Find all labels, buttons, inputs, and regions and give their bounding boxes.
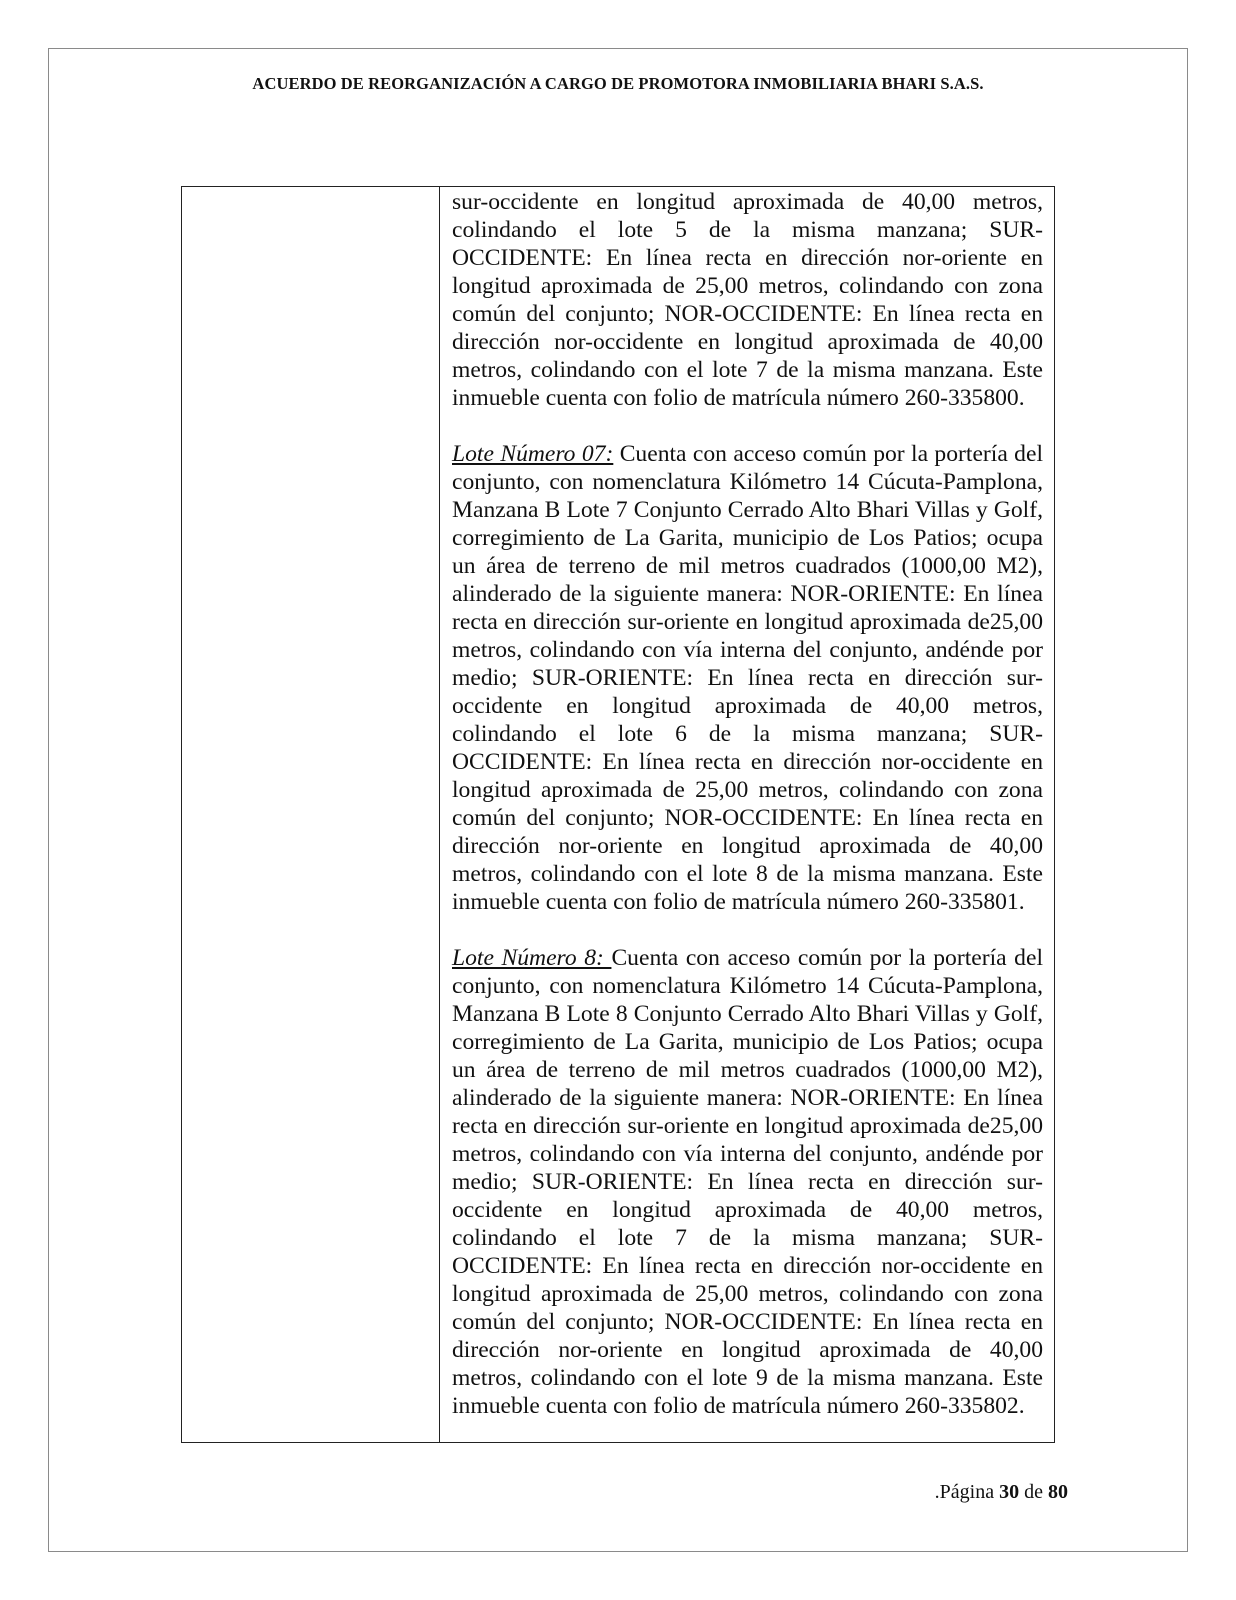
total-pages: 80 [1048, 1481, 1068, 1503]
lote-7-text: Cuenta con acceso común por la portería del conjunto, con nomenclatura Kilómetro 14 Cúcuta-Pamplona, Manzana B Lote 7 Conjunto Cerrado Alto Bhari Villas y Golf, corregimiento de La Garita, municipio de Los Patios; ocupa un área de terreno de mil metros cuadrados (1000,00 M2), alinderado de la siguiente manera: NOR-ORIENTE: En línea recta en dirección sur-oriente en longitud aproximada de25,00 metros, colindando con vía interna del conjunto, andénde por medio; SUR-ORIENTE: En línea recta en dirección sur-occidente en longitud aproximada de 40,00 metros, colindando el lote 6 de la misma manzana; SUR-OCCIDENTE: En línea recta en dirección nor-occidente en longitud aproximada de 25,00 metros, colindando con zona común del conjunto; NOR-OCCIDENTE: En línea recta en dirección nor-oriente en longitud aproximada de 40,00 metros, colindando con el lote 8 de la misma manzana. Este inmueble cuenta con folio de matrícula número 260-335801. [452, 441, 1044, 915]
page-number [935, 1481, 1068, 1504]
lote-8-text: Cuenta con acceso común por la portería del conjunto, con nomenclatura Kilómetro 14 Cúcuta-Pamplona, Manzana B Lote 8 Conjunto Cerrado Alto Bhari Villas y Golf, corregimiento de La Garita, municipio de Los Patios; ocupa un área de terreno de mil metros cuadrados (1000,00 M2), alinderado de la siguiente manera: NOR-ORIENTE: En línea recta en dirección sur-oriente en longitud aproximada de25,00 metros, colindando con vía interna del conjunto, andénde por medio; SUR-ORIENTE: En línea recta en dirección sur-occidente en longitud aproximada de 40,00 metros, colindando el lote 7 de la misma manzana; SUR-OCCIDENTE: En línea recta en dirección nor-occidente en longitud aproximada de 25,00 metros, colindando con zona común del conjunto; NOR-OCCIDENTE: En línea recta en dirección nor-oriente en longitud aproximada de 40,00 metros, colindando con el lote 9 de la misma manzana. Este inmueble cuenta con folio de matrícula número 260-335802. [452, 945, 1043, 1419]
page-prefix: .Página [934, 1481, 1000, 1503]
current-page: 30 [999, 1481, 1020, 1503]
lote-8-paragraph [452, 944, 1043, 1420]
page-separator: de [1019, 1481, 1048, 1503]
document-header: ACUERDO DE REORGANIZACIÓN A CARGO DE PROMOTORA INMOBILIARIA BHARI S.A.S. [252, 74, 984, 93]
lote-8-label: Lote Número 8: [452, 945, 612, 971]
table-right-cell [440, 187, 1054, 1442]
content-table [181, 186, 1055, 1443]
table-left-cell [182, 187, 440, 1442]
continuation-paragraph: sur-occidente en longitud aproximada de 40,00 metros, colindando el lote 5 de la misma manzana; SUR-OCCIDENTE: En línea recta en dirección nor-oriente en longitud aproximada de 25,00 metros, colindando con zona común del conjunto; NOR-OCCIDENTE: En línea recta en dirección nor-occidente en longitud aproximada de 40,00 metros, colindando con el lote 7 de la misma manzana. Este inmueble cuenta con folio de matrícula número 260-335800. [452, 189, 1043, 411]
lote-7-label: Lote Número 07: [452, 441, 614, 467]
lote-7-paragraph [452, 440, 1043, 916]
